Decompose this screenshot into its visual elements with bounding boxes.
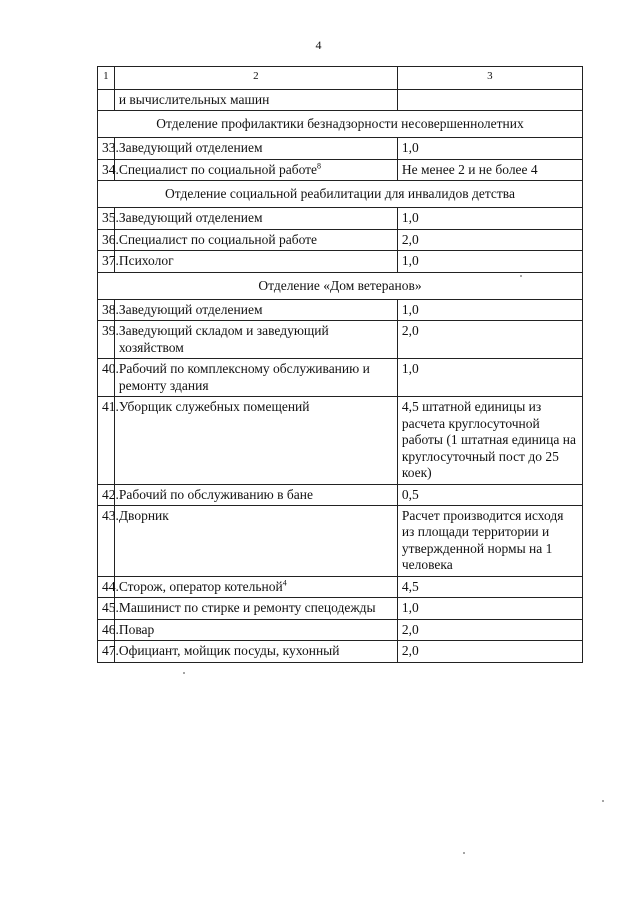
position-name-cell: [114, 576, 397, 597]
section-title: Отделение профилактики безнадзорности несовершеннолетних: [98, 111, 583, 138]
row-number: [98, 90, 115, 111]
position-name: Рабочий по комплексному обслуживанию и ремонту здания: [114, 359, 397, 397]
scan-speck: [520, 275, 522, 277]
position-name: Заведующий отделением: [114, 208, 397, 229]
position-name: Заведующий складом и заведующий хозяйством: [114, 321, 397, 359]
position-name: Сторож, оператор котельной: [118, 578, 283, 594]
position-quantity: Расчет производится исходя из площади территории и утвержденной нормы на 1 человека: [397, 505, 582, 576]
position-quantity: 2,0: [397, 229, 582, 250]
position-quantity: 1,0: [397, 208, 582, 229]
position-name: Рабочий по обслуживанию в бане: [114, 484, 397, 505]
table-row: [98, 299, 583, 320]
column-number-row: [98, 67, 583, 90]
table-row: [98, 641, 583, 662]
table-row: [98, 229, 583, 250]
table-row: [98, 598, 583, 619]
position-name: и вычислительных машин: [114, 90, 397, 111]
table-row: [98, 619, 583, 640]
position-name: Официант, мойщик посуды, кухонный: [114, 641, 397, 662]
position-quantity: 1,0: [397, 299, 582, 320]
position-quantity: [397, 90, 582, 111]
section-header-row: [98, 272, 583, 299]
section-header-row: [98, 111, 583, 138]
position-name: Специалист по социальной работе: [114, 229, 397, 250]
position-name: Специалист по социальной работе: [118, 161, 318, 177]
row-number: 42.: [98, 484, 115, 505]
row-number: 36.: [98, 229, 115, 250]
section-title: Отделение «Дом ветеранов»: [98, 272, 583, 299]
position-name: Заведующий отделением: [114, 138, 397, 159]
position-quantity: 4,5: [397, 576, 582, 597]
position-name: Уборщик служебных помещений: [114, 397, 397, 484]
staffing-table-body: [98, 67, 583, 663]
row-number: 33.: [98, 138, 115, 159]
column-number-3: 3: [397, 67, 582, 90]
scan-speck: [463, 852, 465, 854]
position-name: Повар: [114, 619, 397, 640]
table-row: [98, 321, 583, 359]
position-name: Психолог: [114, 251, 397, 272]
row-number: 35.: [98, 208, 115, 229]
scan-speck: [183, 672, 185, 674]
table-row: [98, 159, 583, 180]
position-quantity: 1,0: [397, 138, 582, 159]
position-quantity: 2,0: [397, 641, 582, 662]
footnote-marker: 8: [317, 161, 322, 171]
section-title: Отделение социальной реабилитации для инвалидов детства: [98, 181, 583, 208]
position-name-cell: [114, 159, 397, 180]
table-row: [98, 484, 583, 505]
table-row: [98, 505, 583, 576]
scan-speck: [602, 800, 604, 802]
position-quantity: 1,0: [397, 251, 582, 272]
table-row: [98, 397, 583, 484]
row-number: 40.: [98, 359, 115, 397]
table-row: [98, 359, 583, 397]
table-row: [98, 90, 583, 111]
row-number: 46.: [98, 619, 115, 640]
position-name: Дворник: [114, 505, 397, 576]
position-quantity: 2,0: [397, 321, 582, 359]
row-number: 38.: [98, 299, 115, 320]
position-name: Заведующий отделением: [114, 299, 397, 320]
row-number: 45.: [98, 598, 115, 619]
position-quantity: 0,5: [397, 484, 582, 505]
column-number-1: 1: [98, 67, 115, 90]
row-number: 34.: [98, 159, 115, 180]
position-quantity: Не менее 2 и не более 4: [397, 159, 582, 180]
page-number: 4: [315, 38, 322, 52]
footnote-marker: 4: [282, 578, 287, 588]
staffing-table: [97, 66, 583, 663]
position-quantity: 4,5 штатной единицы из расчета круглосуточной работы (1 штатная единица на круглосуточный пост до 25 коек): [397, 397, 582, 484]
row-number: 37.: [98, 251, 115, 272]
position-quantity: 1,0: [397, 598, 582, 619]
row-number: 41.: [98, 397, 115, 484]
position-quantity: 2,0: [397, 619, 582, 640]
row-number: 39.: [98, 321, 115, 359]
table-row: [98, 208, 583, 229]
position-name: Машинист по стирке и ремонту спецодежды: [114, 598, 397, 619]
table-row: [98, 576, 583, 597]
section-header-row: [98, 181, 583, 208]
row-number: 43.: [98, 505, 115, 576]
row-number: 47.: [98, 641, 115, 662]
row-number: 44.: [98, 576, 115, 597]
position-quantity: 1,0: [397, 359, 582, 397]
table-row: [98, 138, 583, 159]
table-row: [98, 251, 583, 272]
column-number-2: 2: [114, 67, 397, 90]
